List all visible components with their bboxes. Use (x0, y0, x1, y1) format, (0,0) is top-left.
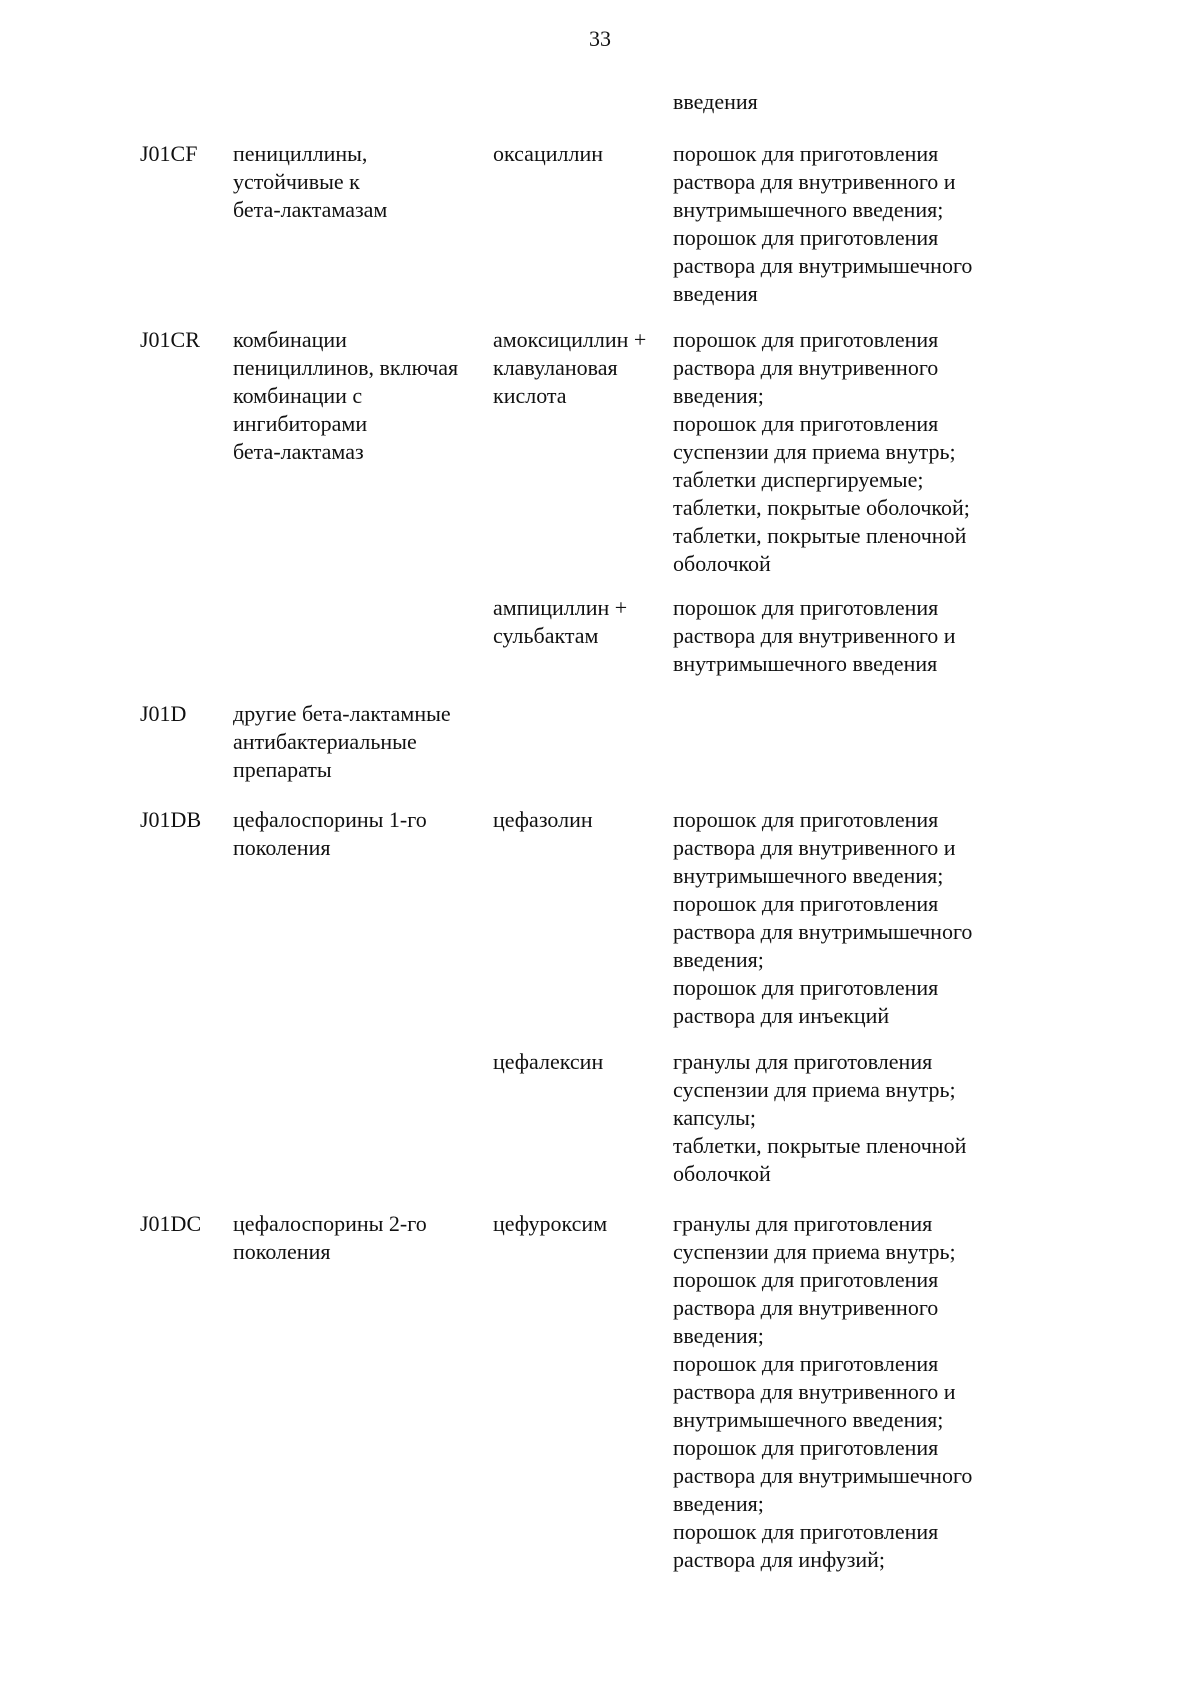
drug-name: ампициллин + сульбактам (493, 595, 628, 648)
atc-code: J01CR (140, 327, 200, 352)
dosage-forms: порошок для приготовления раствора для внутривенного и внутримышечного введения (673, 595, 956, 676)
atc-code: J01CF (140, 141, 198, 166)
dosage-forms-continuation: введения (673, 89, 758, 114)
dosage-forms: гранулы для приготовления суспензии для приема внутрь; порошок для приготовления раствора для внутривенного введения; порошок для приготовления раствора для внутривенного и внутримышечного введения; порошок для приготовления раствора для внутримышечного введения; порошок для приготовления раствора для инфузий; (673, 1211, 973, 1572)
drug-name: амоксициллин + клавулановая кислота (493, 327, 647, 408)
drug-name: цефалексин (493, 1049, 604, 1074)
dosage-forms: гранулы для приготовления суспензии для приема внутрь; капсулы; таблетки, покрытые пленочной оболочкой (673, 1049, 967, 1186)
atc-code: J01DB (140, 807, 202, 832)
dosage-forms: порошок для приготовления раствора для внутривенного и внутримышечного введения; порошок для приготовления раствора для внутримышечного введения; порошок для приготовления раствора для инъекций (673, 807, 973, 1028)
page-number: 33 (589, 26, 611, 51)
atc-group-name: цефалоспорины 2-го поколения (233, 1211, 427, 1264)
atc-group-name: пенициллины, устойчивые к бета-лактамазам (233, 141, 388, 222)
atc-group-name: комбинации пенициллинов, включая комбинации с ингибиторами бета-лактамаз (233, 327, 459, 464)
drug-name: цефазолин (493, 807, 593, 832)
drug-name: оксациллин (493, 141, 603, 166)
atc-group-name: цефалоспорины 1-го поколения (233, 807, 427, 860)
atc-group-name: другие бета-лактамные антибактериальные препараты (233, 701, 451, 782)
atc-code: J01D (140, 701, 187, 726)
dosage-forms: порошок для приготовления раствора для внутривенного введения; порошок для приготовления суспензии для приема внутрь; таблетки диспергируемые; таблетки, покрытые оболочкой; таблетки, покрытые пленочной оболочкой (673, 327, 970, 576)
dosage-forms: порошок для приготовления раствора для внутривенного и внутримышечного введения; порошок для приготовления раствора для внутримышечного введения (673, 141, 973, 306)
drug-name: цефуроксим (493, 1211, 608, 1236)
atc-code: J01DC (140, 1211, 202, 1236)
